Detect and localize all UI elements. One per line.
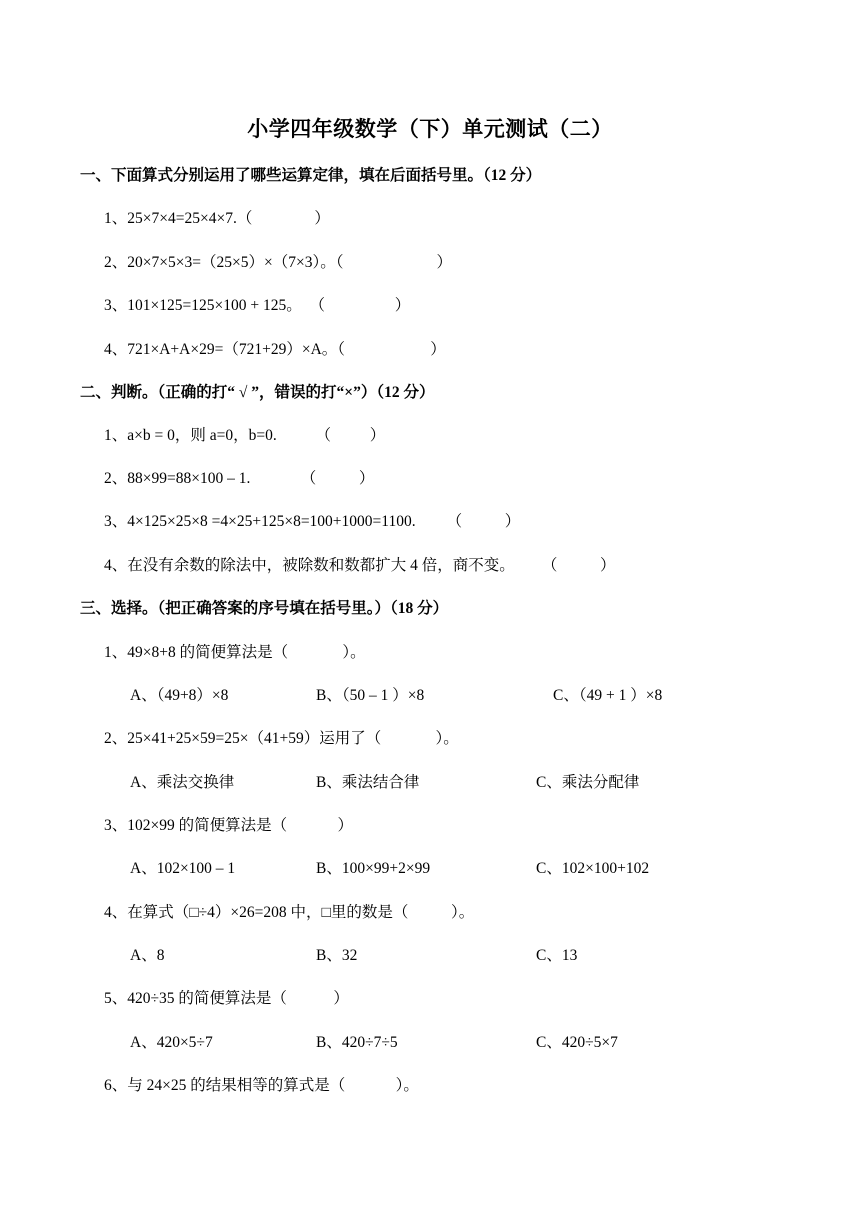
section-2-item-4: 4、在没有余数的除法中，被除数和数都扩大 4 倍，商不变。 （ ）: [104, 557, 616, 574]
section-1-item-1: 1、25×7×4=25×4×7.（ ）: [104, 210, 330, 227]
question-5-option-a: A、420×5÷7: [130, 1034, 213, 1051]
section-2-heading: 二、判断。（正确的打“ √ ”，错误的打“×”）（12 分）: [80, 384, 435, 401]
section-1-heading: 一、下面算式分别运用了哪些运算定律，填在后面括号里。（12 分）: [80, 167, 542, 184]
question-5-option-b: B、420÷7÷5: [316, 1034, 398, 1051]
question-4-option-b: B、32: [316, 947, 358, 964]
question-2-option-b: B、乘法结合律: [316, 774, 420, 791]
section-2-item-2: 2、88×99=88×100 – 1. （ ）: [104, 470, 375, 487]
question-3-option-b: B、100×99+2×99: [316, 860, 431, 877]
section-2-item-1: 1、a×b = 0，则 a=0，b=0. （ ）: [104, 427, 386, 444]
section-1-item-4: 4、721×A+A×29=（721+29）×A。（ ）: [104, 341, 446, 358]
question-1-option-a: A、（49+8）×8: [130, 687, 229, 704]
question-4-option-a: A、8: [130, 947, 165, 964]
section-1-item-3: 3、101×125=125×100 + 125。 （ ）: [104, 297, 411, 314]
question-5-option-c: C、420÷5×7: [536, 1034, 618, 1051]
section-1-item-2: 2、20×7×5×3=（25×5）×（7×3）。（ ）: [104, 254, 452, 271]
question-1-stem: 1、49×8+8 的简便算法是（ ）。: [104, 644, 366, 661]
question-6-stem: 6、与 24×25 的结果相等的算式是（ ）。: [104, 1077, 419, 1094]
question-3-option-c: C、102×100+102: [536, 860, 650, 877]
question-4-stem: 4、在算式（□÷4）×26=208 中，□里的数是（ ）。: [104, 904, 475, 921]
question-4-option-c: C、13: [536, 947, 578, 964]
section-3-heading: 三、选择。（把正确答案的序号填在括号里。）（18 分）: [80, 600, 449, 617]
question-3-option-a: A、102×100 – 1: [130, 860, 236, 877]
document-title: 小学四年级数学（下）单元测试（二）: [247, 117, 613, 141]
question-2-option-a: A、乘法交换律: [130, 774, 235, 791]
question-3-stem: 3、102×99 的简便算法是（ ）: [104, 817, 353, 834]
question-1-option-b: B、（50 – 1 ）×8: [316, 687, 425, 704]
question-5-stem: 5、420÷35 的简便算法是（ ）: [104, 990, 349, 1007]
section-2-item-3: 3、4×125×25×8 =4×25+125×8=100+1000=1100. （ ）: [104, 513, 521, 530]
question-1-option-c: C、（49 + 1 ）×8: [553, 687, 663, 704]
question-2-option-c: C、乘法分配律: [536, 774, 640, 791]
question-2-stem: 2、25×41+25×59=25×（41+59）运用了（ ）。: [104, 730, 459, 747]
